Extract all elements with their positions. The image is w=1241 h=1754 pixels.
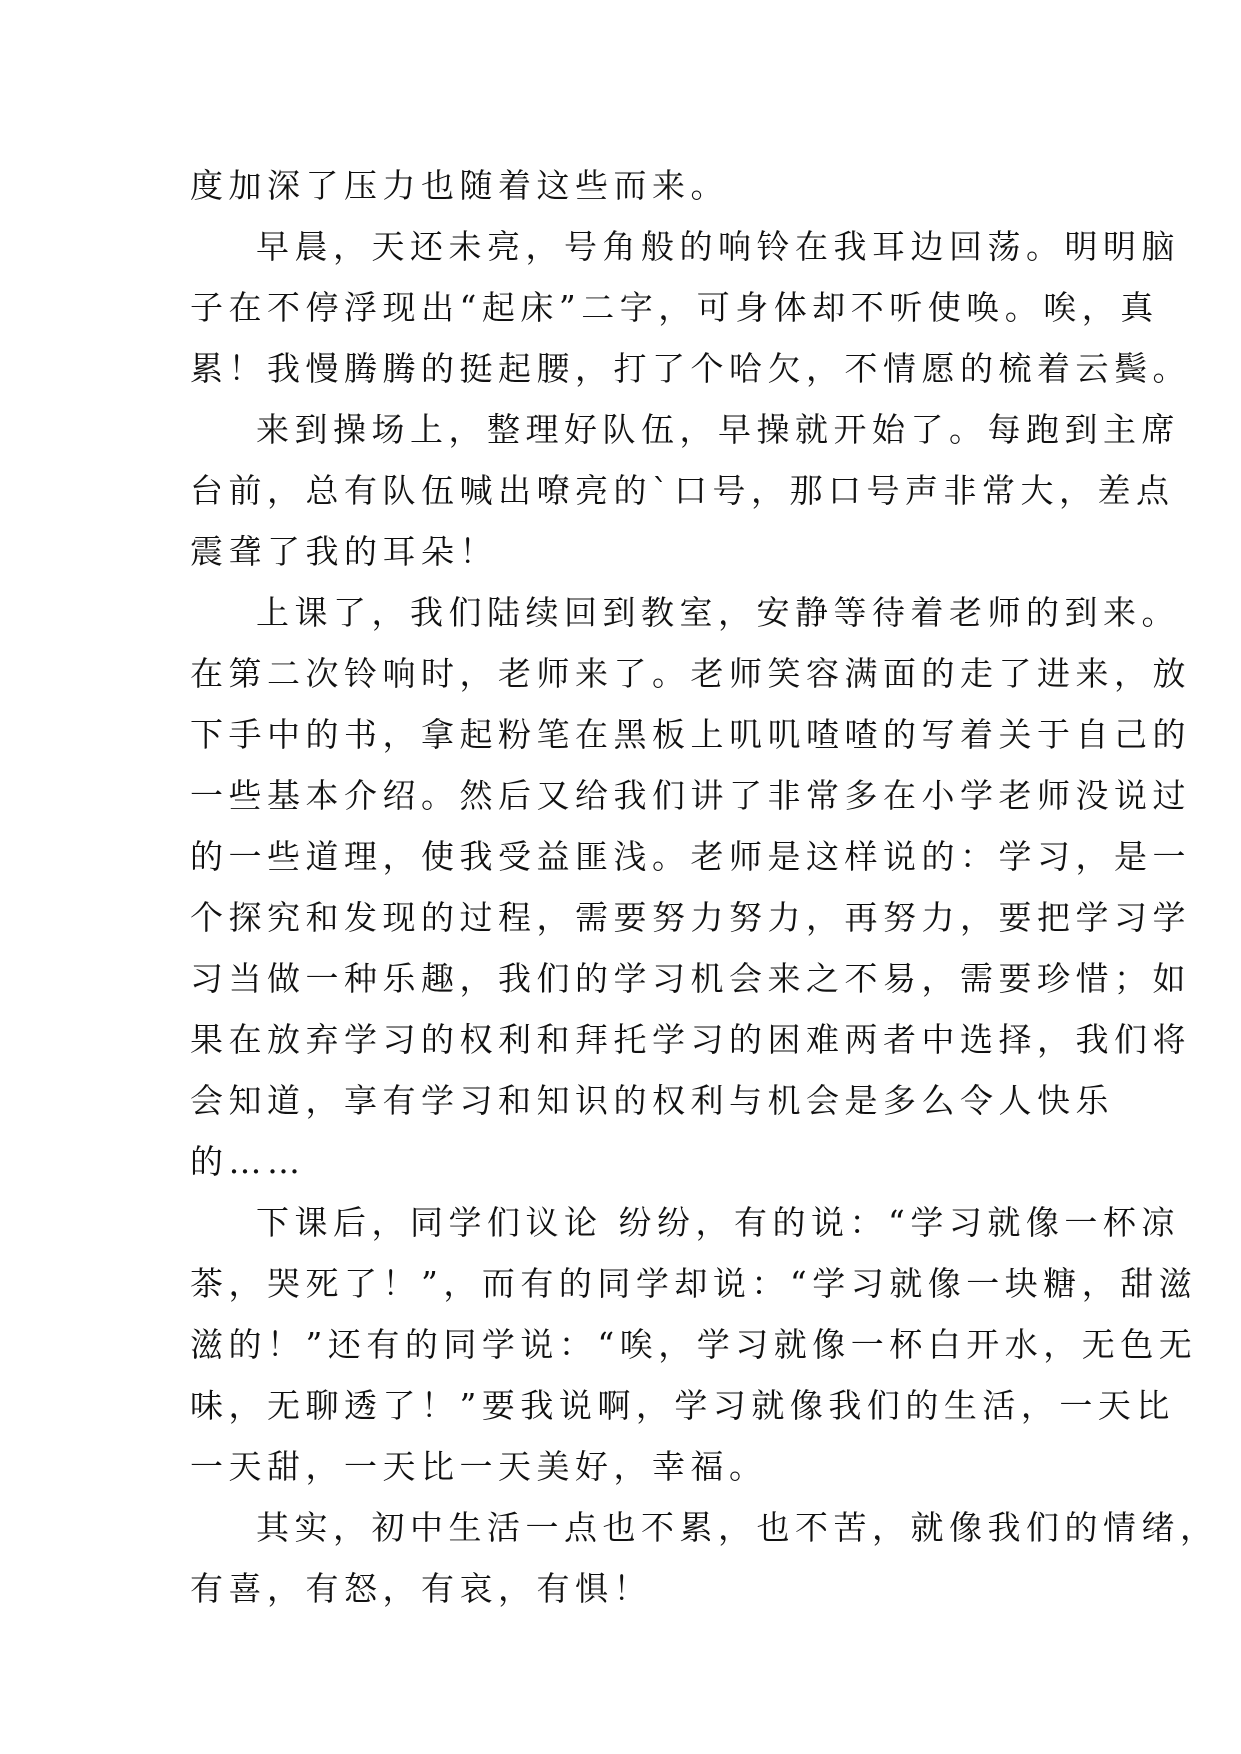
text-line: 个探究和发现的过程，需要努力努力，再努力，要把学习学 (190, 898, 1191, 937)
text-line: 台前，总有队伍喊出嘹亮的`口号，那口号声非常大，差点 (190, 471, 1175, 510)
text-line: 味，无聊透了！”要我说啊，学习就像我们的生活，一天比 (190, 1386, 1175, 1425)
text-line: 累！我慢腾腾的挺起腰，打了个哈欠，不情愿的梳着云鬓。 (190, 349, 1191, 388)
text-line: 一些基本介绍。然后又给我们讲了非常多在小学老师没说过 (190, 776, 1191, 815)
text-line: 的一些道理，使我受益匪浅。老师是这样说的：学习，是一 (190, 837, 1191, 876)
text-line: 在第二次铃响时，老师来了。老师笑容满面的走了进来，放 (190, 654, 1191, 693)
text-line: 会知道，享有学习和知识的权利与机会是多么令人快乐 (190, 1081, 1114, 1120)
paragraph (190, 582, 1191, 1192)
text-line: 习当做一种乐趣，我们的学习机会来之不易，需要珍惜；如 (190, 959, 1191, 998)
text-line: 一天甜，一天比一天美好，幸福。 (190, 1447, 768, 1486)
text-line: 震聋了我的耳朵！ (190, 532, 498, 571)
text-line: 早晨，天还未亮，号角般的响铃在我耳边回荡。明明脑 (256, 227, 1180, 266)
paragraph (190, 155, 1050, 216)
text-line: 子在不停浮现出“起床”二字，可身体却不听使唤。唉，真 (190, 288, 1159, 327)
text-line: 滋的！”还有的同学说：“唉，学习就像一杯白开水，无色无 (190, 1325, 1198, 1364)
paragraph (190, 399, 1180, 582)
text-line: 下手中的书，拿起粉笔在黑板上叽叽喳喳的写着关于自己的 (190, 715, 1191, 754)
paragraph (190, 1192, 1198, 1497)
text-line: 茶，哭死了！”，而有的同学却说：“学习就像一块糖，甜滋 (190, 1264, 1198, 1303)
text-line: 果在放弃学习的权利和拜托学习的困难两者中选择，我们将 (190, 1020, 1191, 1059)
text-line: 其实，初中生活一点也不累，也不苦，就像我们的情绪， (256, 1508, 1219, 1547)
text-line: 上课了，我们陆续回到教室，安静等待着老师的到来。 (256, 593, 1180, 632)
text-line: 度加深了压力也随着这些而来。 (190, 166, 729, 205)
text-line: 来到操场上，整理好队伍，早操就开始了。每跑到主席 (256, 410, 1180, 449)
text-line: 的…… (190, 1142, 306, 1181)
text-line: 有喜，有怒，有哀，有惧！ (190, 1569, 652, 1608)
paragraph (190, 216, 1191, 399)
paragraph (190, 1497, 1219, 1619)
text-line: 下课后，同学们议论 纷纷，有的说：“学习就像一杯凉 (256, 1203, 1180, 1242)
document-body (190, 155, 1219, 1619)
